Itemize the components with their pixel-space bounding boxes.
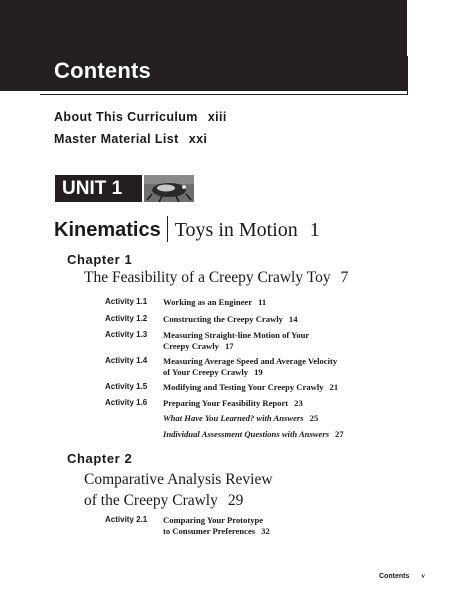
footer-page-number: v [421, 572, 425, 580]
chapter-label: Chapter 1 [67, 252, 133, 267]
chapter-page: 29 [227, 492, 244, 509]
activity-number: Activity 1.1 [105, 297, 148, 306]
activity-page: 19 [254, 367, 263, 377]
unit-subtitle: Toys in Motion [174, 219, 298, 241]
activity-page: 11 [258, 297, 267, 307]
unit-title-entry[interactable] [54, 216, 320, 242]
activity-title: Preparing Your Feasibility Report [163, 398, 289, 408]
activity-number: Activity 1.2 [105, 314, 148, 323]
assessment-title: What Have You Learned? with Answers [163, 413, 304, 423]
activity-title: Measuring Average Speed and Average Velocity [163, 356, 338, 366]
chapter-title: The Feasibility of a Creepy Crawly Toy [84, 269, 331, 286]
creepy-crawly-toy-icon [144, 175, 194, 202]
activity-title-continued: of Your Creepy Crawly [163, 367, 249, 377]
title-divider [167, 216, 168, 242]
toc-entry-page: xiii [207, 110, 227, 124]
unit-label: UNIT 1 [62, 178, 123, 199]
assessment-entry[interactable] [163, 413, 318, 423]
activity-number: Activity 1.5 [105, 382, 148, 391]
activity-title-continued: Creepy Crawly [163, 341, 219, 351]
activity-title: Working as an Engineer [163, 297, 253, 307]
page-footer [379, 572, 425, 580]
activity-title-continued: to Consumer Preferences [163, 526, 256, 536]
activity-title: Measuring Straight-line Motion of Your [163, 330, 310, 340]
activity-number: Activity 1.3 [105, 330, 148, 339]
toc-entry-label: About This Curriculum [54, 110, 198, 124]
toc-front-entry[interactable] [54, 132, 207, 146]
banner-rule-vertical [407, 56, 408, 95]
activity-title: Comparing Your Prototype [163, 515, 264, 525]
activity-page: 32 [261, 526, 270, 536]
activity-page: 21 [329, 382, 339, 392]
chapter-title: Comparative Analysis Review [84, 471, 273, 488]
chapter-title-entry[interactable] [84, 469, 273, 511]
activity-title: Modifying and Testing Your Creepy Crawly [163, 382, 324, 392]
footer-label: Contents [379, 573, 410, 580]
activity-number: Activity 2.1 [105, 515, 148, 524]
chapter-title-continued: of the Creepy Crawly [84, 492, 218, 509]
assessment-entry[interactable] [163, 429, 344, 439]
activity-page: 23 [294, 398, 303, 408]
assessment-page: 25 [309, 413, 319, 423]
unit-page: 1 [309, 219, 320, 241]
activity-page: 17 [224, 341, 234, 351]
assessment-title: Individual Assessment Questions with Answers [163, 429, 330, 439]
chapter-title-entry[interactable] [84, 269, 348, 287]
banner-rule [40, 94, 407, 95]
page-title: Contents [54, 58, 151, 83]
toc-entry-label: Master Material List [54, 132, 179, 146]
activity-number: Activity 1.6 [105, 398, 148, 407]
toc-front-entry[interactable] [54, 110, 227, 124]
toc-entry-page: xxi [188, 132, 208, 146]
unit-title: Kinematics [54, 219, 161, 241]
chapter-label: Chapter 2 [67, 451, 133, 466]
chapter-page: 7 [340, 269, 349, 286]
activity-page: 14 [288, 314, 298, 324]
activity-number: Activity 1.4 [105, 356, 148, 365]
activity-title: Constructing the Creepy Crawly [163, 314, 283, 324]
assessment-page: 27 [335, 429, 344, 439]
